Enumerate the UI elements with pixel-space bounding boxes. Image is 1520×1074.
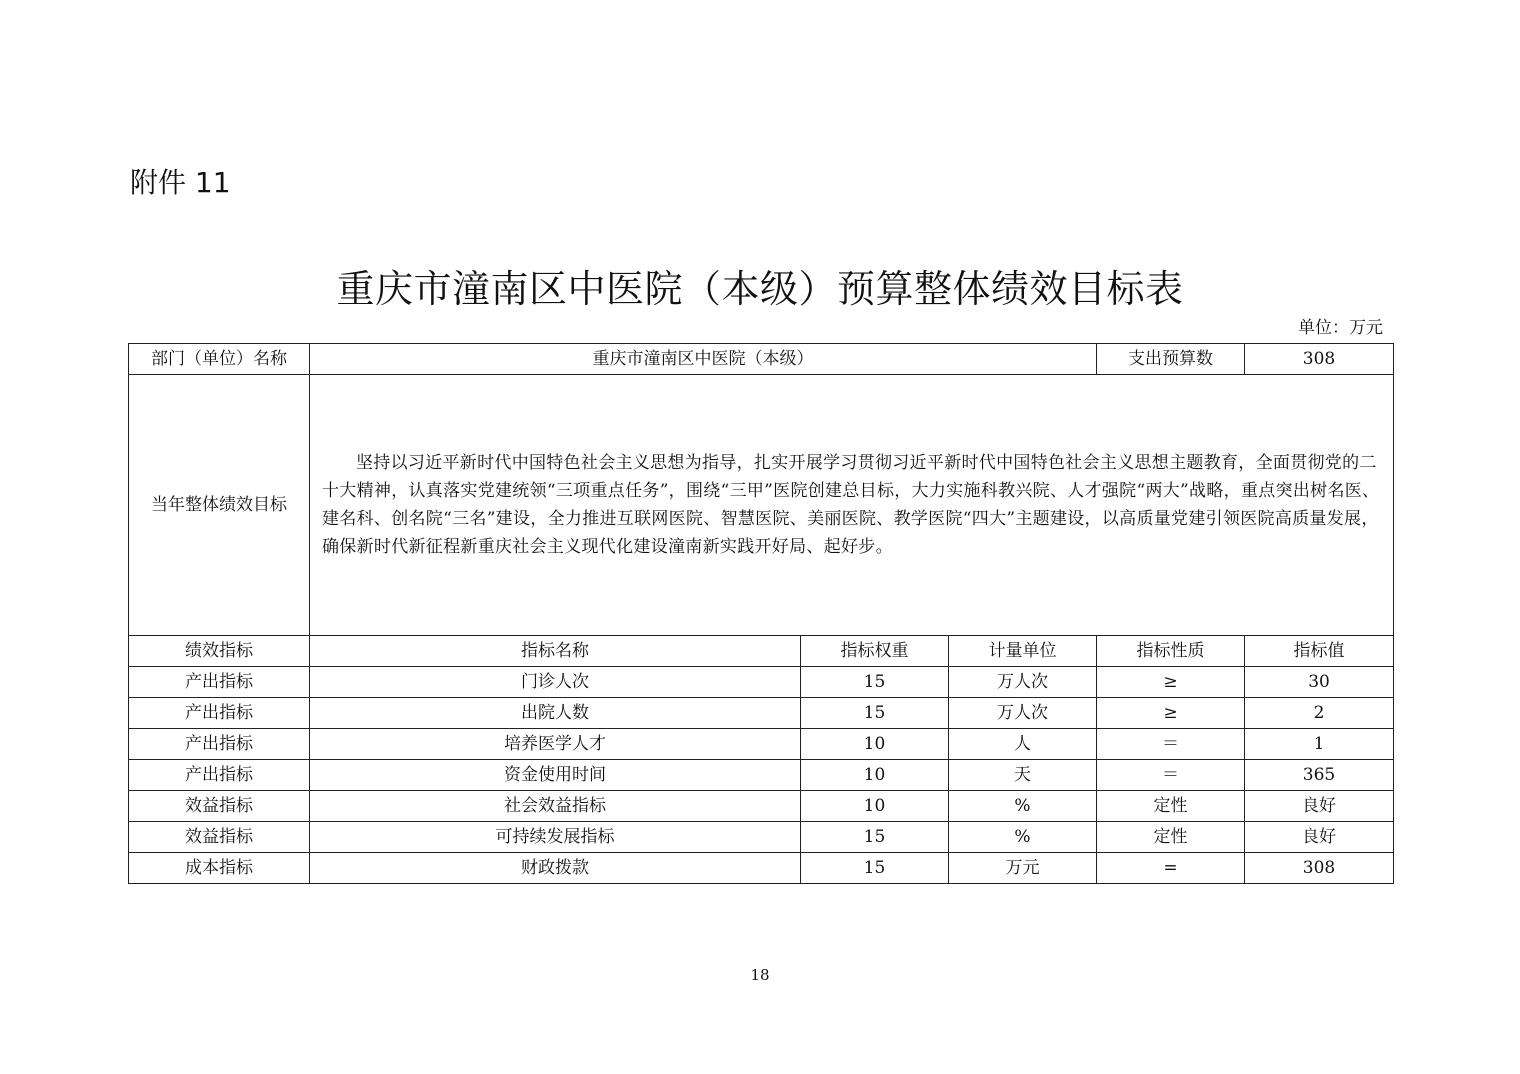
indicator-nature: ≥ [1097,667,1245,698]
indicator-nature: ≥ [1097,698,1245,729]
indicator-weight: 15 [801,853,949,884]
goal-row [129,375,1394,636]
table-row [129,760,1394,791]
indicator-value: 1 [1245,729,1394,760]
indicator-name: 资金使用时间 [310,760,801,791]
indicator-nature: ＝ [1097,729,1245,760]
indicator-unit: 万元 [949,853,1097,884]
dept-name-value: 重庆市潼南区中医院（本级） [310,344,1097,375]
indicator-unit: % [949,791,1097,822]
indicator-category: 效益指标 [129,791,310,822]
attachment-label: 附件 11 [130,166,231,199]
indicator-nature: = [1097,853,1245,884]
table-row [129,853,1394,884]
indicator-value: 良好 [1245,791,1394,822]
col-header-name: 指标名称 [310,636,801,667]
indicator-weight: 10 [801,791,949,822]
document-title: 重庆市潼南区中医院（本级）预算整体绩效目标表 [336,267,1184,311]
indicator-value: 308 [1245,853,1394,884]
table-row [129,667,1394,698]
indicator-category: 成本指标 [129,853,310,884]
indicator-weight: 15 [801,667,949,698]
performance-goal-table [128,343,1394,884]
table-row [129,791,1394,822]
col-header-category: 绩效指标 [129,636,310,667]
indicator-unit: % [949,822,1097,853]
col-header-unit: 计量单位 [949,636,1097,667]
page-number: 18 [750,966,770,984]
indicator-name: 可持续发展指标 [310,822,801,853]
indicator-weight: 10 [801,729,949,760]
table-row [129,822,1394,853]
indicator-category: 效益指标 [129,822,310,853]
col-header-nature: 指标性质 [1097,636,1245,667]
goal-description: 坚持以习近平新时代中国特色社会主义思想为指导，扎实开展学习贯彻习近平新时代中国特色社会主义思想主题教育，全面贯彻党的二十大精神，认真落实党建统领“三项重点任务”，围绕“三甲”医院创建总目标，大力实施科教兴院、人才强院“两大”战略，重点突出树名医、建名科、创名院“三名”建设，全力推进互联网医院、智慧医院、美丽医院、教学医院“四大”主题建设，以高质量党建引领医院高质量发展，确保新时代新征程新重庆社会主义现代化建设潼南新实践开好局、起好步。 [310,375,1394,636]
indicator-name: 培养医学人才 [310,729,801,760]
indicator-name: 门诊人次 [310,667,801,698]
goal-label: 当年整体绩效目标 [129,375,310,636]
indicator-category: 产出指标 [129,698,310,729]
indicator-value: 2 [1245,698,1394,729]
indicator-unit: 万人次 [949,667,1097,698]
indicator-weight: 10 [801,760,949,791]
indicator-value: 365 [1245,760,1394,791]
indicator-header-row [129,636,1394,667]
indicator-unit: 天 [949,760,1097,791]
table-row [129,698,1394,729]
indicator-nature: 定性 [1097,822,1245,853]
budget-label: 支出预算数 [1097,344,1245,375]
indicator-weight: 15 [801,822,949,853]
indicator-nature: ＝ [1097,760,1245,791]
indicator-name: 出院人数 [310,698,801,729]
indicator-unit: 万人次 [949,698,1097,729]
indicator-value: 良好 [1245,822,1394,853]
indicator-category: 产出指标 [129,667,310,698]
indicator-category: 产出指标 [129,729,310,760]
dept-name-label: 部门（单位）名称 [129,344,310,375]
table-row [129,729,1394,760]
indicator-name: 财政拨款 [310,853,801,884]
indicator-weight: 15 [801,698,949,729]
col-header-value: 指标值 [1245,636,1394,667]
indicator-unit: 人 [949,729,1097,760]
indicator-name: 社会效益指标 [310,791,801,822]
unit-label: 单位：万元 [1298,318,1383,338]
indicator-nature: 定性 [1097,791,1245,822]
indicator-category: 产出指标 [129,760,310,791]
col-header-weight: 指标权重 [801,636,949,667]
header-row [129,344,1394,375]
budget-value: 308 [1245,344,1394,375]
indicator-value: 30 [1245,667,1394,698]
